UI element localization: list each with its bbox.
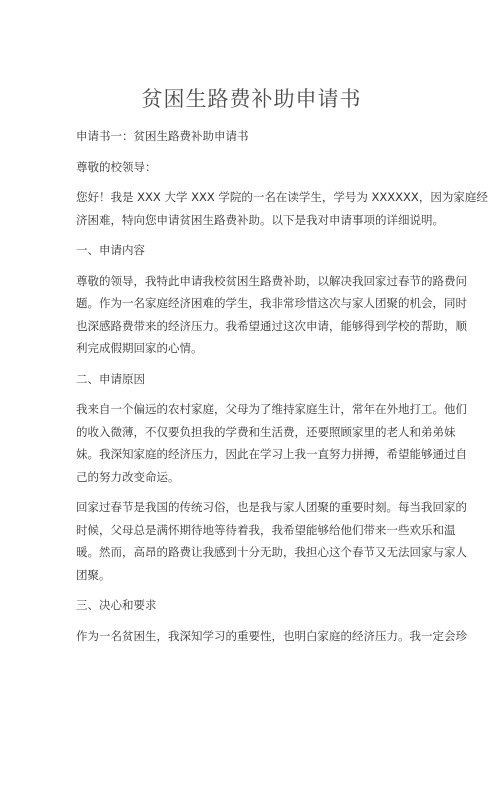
section-reason-paragraph-1 (76, 398, 467, 488)
paragraph-line: 的收入微薄，不仅要负担我的学费和生活费，还要照顾家里的老人和弟弟妹 (76, 424, 456, 439)
paragraph-line: 题。作为一名家庭经济困难的学生，我非常珍惜这次与家人团聚的机会，同时 (76, 296, 467, 310)
section-heading-content: 一、申请内容 (76, 243, 145, 257)
paragraph-line: 暖。然而，高昂的路费让我感到十分无助，我担心这个春节又无法回家与家人 (76, 545, 467, 559)
paragraph-line: 尊敬的领导，我特此申请我校贫困生路费补助，以解决我回家过春节的路费问 (76, 273, 467, 288)
paragraph-line: 团聚。 (76, 567, 111, 582)
paragraph-line: 己的努力改变命运。 (76, 469, 180, 484)
section-heading-reason: 二、申请原因 (76, 371, 145, 386)
intro-line: 济困难，特向您申请贫困生路费补助。以下是我对申请事项的详细说明。 (76, 212, 444, 227)
paragraph-line: 作为一名贫困生，我深知学习的重要性，也明白家庭的经济压力。我一定会珍 (76, 628, 467, 643)
paragraph-line: 回家过春节是我国的传统习俗，也是我与家人团聚的重要时刻。每当我回家的 (76, 500, 467, 514)
section-reason-paragraph-2 (76, 496, 467, 586)
document-body (76, 125, 488, 647)
paragraph-line: 利完成假期回家的心情。 (76, 341, 203, 355)
intro-paragraph (76, 186, 488, 231)
intro-line: 您好！我是 XXX 大学 XXX 学院的一名在读学生，学号为 XXXXXX，因为家庭经 (76, 190, 488, 204)
paragraph-line: 妹。我深知家庭的经济压力，因此在学习上我一直努力拼搏，希望能够通过自 (76, 447, 467, 461)
subtitle: 申请书一：贫困生路费补助申请书 (76, 129, 249, 143)
section-content-paragraph (76, 270, 467, 360)
paragraph-line: 时候，父母总是满怀期待地等待着我，我希望能够给他们带来一些欢乐和温 (76, 522, 456, 537)
section-resolve-paragraph (76, 625, 467, 648)
paragraph-line: 也深感路费带来的经济压力。我希望通过这次申请，能够得到学校的帮助，顺 (76, 318, 467, 333)
document-title: 贫困生路费补助申请书 (141, 87, 362, 111)
document-page (0, 85, 500, 792)
salutation: 尊敬的校领导： (76, 159, 157, 174)
section-heading-resolve: 三、决心和要求 (76, 598, 157, 612)
paragraph-line: 我来自一个偏远的农村家庭，父母为了维持家庭生计，常年在外地打工。他们 (76, 402, 467, 416)
